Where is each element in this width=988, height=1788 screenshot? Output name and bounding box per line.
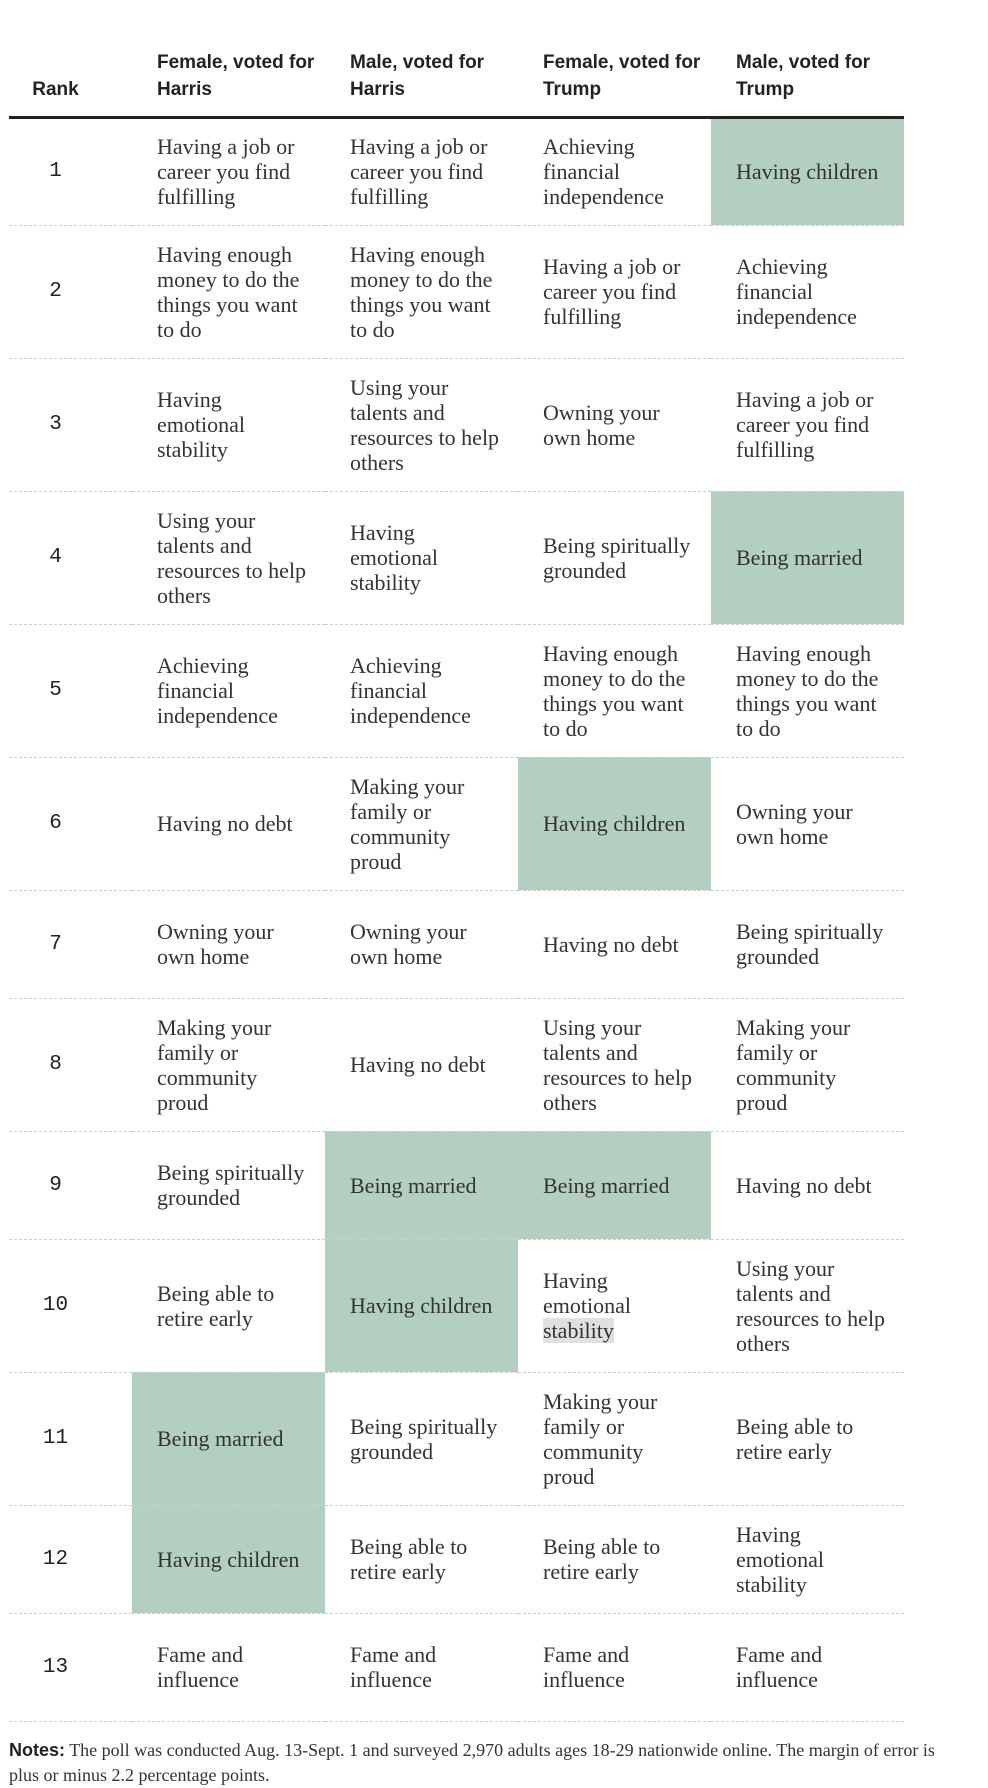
rank-cell: 4 — [9, 491, 132, 624]
rank-cell: 10 — [9, 1239, 132, 1372]
cell-female-harris: Using your talents and resources to help others — [132, 491, 325, 624]
cell-male-trump: Being spiritually grounded — [711, 890, 904, 998]
cell-male-trump-highlighted: Being married — [711, 491, 904, 624]
cell-male-harris: Using your talents and resources to help others — [325, 358, 518, 491]
cell-male-trump-highlighted: Having children — [711, 117, 904, 225]
cell-male-harris: Having emotional stability — [325, 491, 518, 624]
cell-female-harris: Having emotional stability — [132, 358, 325, 491]
table-row — [9, 1372, 904, 1505]
cell-male-trump: Having a job or career you find fulfilling — [711, 358, 904, 491]
cell-female-harris: Owning your own home — [132, 890, 325, 998]
cell-male-harris: Achieving financial independence — [325, 624, 518, 757]
cell-text: Having emotional — [543, 1268, 631, 1318]
cell-male-trump: Fame and influence — [711, 1613, 904, 1721]
rank-cell: 5 — [9, 624, 132, 757]
header-male-harris: Male, voted for Harris — [325, 0, 518, 117]
rank-cell: 13 — [9, 1613, 132, 1721]
cell-female-harris: Having a job or career you find fulfilling — [132, 117, 325, 225]
cell-male-harris: Fame and influence — [325, 1613, 518, 1721]
cell-male-harris: Having no debt — [325, 998, 518, 1131]
cell-female-trump: Being able to retire early — [518, 1505, 711, 1613]
table-row — [9, 998, 904, 1131]
cell-male-harris: Being able to retire early — [325, 1505, 518, 1613]
cell-female-harris: Achieving financial independence — [132, 624, 325, 757]
rank-cell: 9 — [9, 1131, 132, 1239]
cell-female-trump: Being spiritually grounded — [518, 491, 711, 624]
highlighted-word: stability — [543, 1318, 614, 1343]
cell-male-harris: Having a job or career you find fulfilling — [325, 117, 518, 225]
cell-female-trump: Achieving financial independence — [518, 117, 711, 225]
table-row — [9, 358, 904, 491]
header-row — [9, 0, 904, 117]
rank-cell: 6 — [9, 757, 132, 890]
cell-female-trump: Having enough money to do the things you want to do — [518, 624, 711, 757]
cell-female-trump: Making your family or community proud — [518, 1372, 711, 1505]
cell-female-harris-highlighted: Having children — [132, 1505, 325, 1613]
table-row — [9, 624, 904, 757]
cell-male-trump: Making your family or community proud — [711, 998, 904, 1131]
cell-female-trump: Having a job or career you find fulfilling — [518, 225, 711, 358]
cell-male-harris-highlighted: Being married — [325, 1131, 518, 1239]
table-row — [9, 890, 904, 998]
cell-male-trump: Having emotional stability — [711, 1505, 904, 1613]
cell-female-harris: Fame and influence — [132, 1613, 325, 1721]
rank-cell: 11 — [9, 1372, 132, 1505]
notes-text: The poll was conducted Aug. 13-Sept. 1 and surveyed 2,970 adults ages 18-29 nationwide online. The margin of error is plus or minus 2.2 percentage points. — [9, 1740, 935, 1785]
table-row — [9, 1505, 904, 1613]
notes-label: Notes: — [9, 1740, 66, 1760]
cell-female-trump — [518, 1239, 711, 1372]
cell-male-trump: Using your talents and resources to help others — [711, 1239, 904, 1372]
ranking-table-container — [9, 0, 904, 1722]
header-female-trump: Female, voted for Trump — [518, 0, 711, 117]
cell-female-harris: Being able to retire early — [132, 1239, 325, 1372]
cell-female-harris: Having enough money to do the things you want to do — [132, 225, 325, 358]
rank-cell: 12 — [9, 1505, 132, 1613]
cell-male-trump: Achieving financial independence — [711, 225, 904, 358]
header-rank: Rank — [9, 0, 132, 117]
cell-male-harris: Owning your own home — [325, 890, 518, 998]
cell-male-trump: Having no debt — [711, 1131, 904, 1239]
cell-female-trump: Fame and influence — [518, 1613, 711, 1721]
cell-male-harris: Being spiritually grounded — [325, 1372, 518, 1505]
cell-female-harris: Making your family or community proud — [132, 998, 325, 1131]
cell-female-trump: Having no debt — [518, 890, 711, 998]
notes — [9, 1738, 969, 1788]
cell-male-harris-highlighted: Having children — [325, 1239, 518, 1372]
header-female-harris: Female, voted for Harris — [132, 0, 325, 117]
table-row — [9, 117, 904, 225]
ranking-table — [9, 0, 904, 1722]
table-row — [9, 225, 904, 358]
cell-male-harris: Having enough money to do the things you want to do — [325, 225, 518, 358]
table-row — [9, 1613, 904, 1721]
table-row — [9, 491, 904, 624]
rank-cell: 2 — [9, 225, 132, 358]
rank-cell: 8 — [9, 998, 132, 1131]
cell-female-harris: Having no debt — [132, 757, 325, 890]
cell-female-harris: Being spiritually grounded — [132, 1131, 325, 1239]
rank-cell: 7 — [9, 890, 132, 998]
cell-male-trump: Being able to retire early — [711, 1372, 904, 1505]
cell-female-harris-highlighted: Being married — [132, 1372, 325, 1505]
cell-male-harris: Making your family or community proud — [325, 757, 518, 890]
table-row — [9, 1131, 904, 1239]
rank-cell: 1 — [9, 117, 132, 225]
cell-female-trump-highlighted: Having children — [518, 757, 711, 890]
header-male-trump: Male, voted for Trump — [711, 0, 904, 117]
cell-female-trump: Owning your own home — [518, 358, 711, 491]
cell-female-trump: Using your talents and resources to help others — [518, 998, 711, 1131]
rank-cell: 3 — [9, 358, 132, 491]
table-row — [9, 1239, 904, 1372]
cell-female-trump-highlighted: Being married — [518, 1131, 711, 1239]
table-row — [9, 757, 904, 890]
cell-male-trump: Owning your own home — [711, 757, 904, 890]
cell-male-trump: Having enough money to do the things you want to do — [711, 624, 904, 757]
